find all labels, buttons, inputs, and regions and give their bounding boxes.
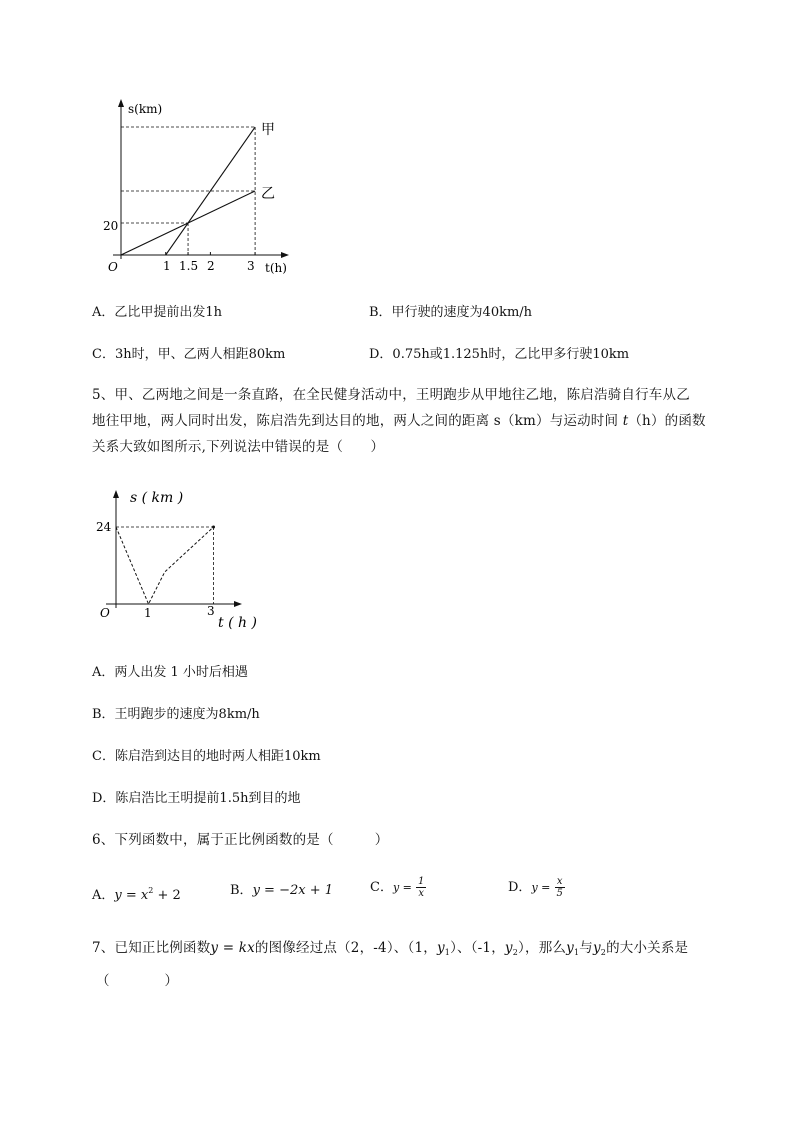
q6-option-a: A．$y = x^2 + 2$ (92, 886, 181, 903)
chart-1-y-axis-label: s(km) (128, 102, 163, 116)
q4-option-c: C．3h时，甲、乙两人相距80km (92, 347, 286, 362)
chart-1-x-axis-label: t(h) (265, 261, 287, 275)
chart-2-y-tick-24: 24 (96, 520, 112, 534)
q6-option-d: D．y = $\frac{x}{5}$ (508, 876, 563, 899)
chart-2-x-axis-label: t ( h ) (218, 615, 257, 631)
chart-1-origin-label: O (108, 260, 118, 274)
chart-1-y-axis-arrow (118, 99, 124, 107)
chart-2-y-axis-arrow (113, 490, 119, 498)
q4-option-b: B．甲行驶的速度为40km/h (369, 305, 533, 320)
q6-stem: 6、下列函数中，属于正比例函数的是（ ） (92, 832, 389, 848)
chart-1-travel-graph (0, 0, 794, 290)
q6-option-b: B．y = −2x + 1 (230, 883, 333, 898)
q6-option-c: C．y = $\frac{1}{x}$ (370, 876, 425, 899)
chart-2-x-tick-1: 1 (144, 606, 152, 620)
q7-stem: 7、已知正比例函数y = kx的图像经过点（2，-4）、（1，$y_1$）、（-1，$y_2$），那么$y_1$与$y_2$的大小关系是 (92, 940, 689, 957)
chart-2-end-point (212, 526, 215, 529)
chart-1-x-tick-1-5: 1.5 (179, 259, 199, 273)
q4-option-a: A．乙比甲提前出发1h (92, 305, 223, 320)
chart-1-x-tick-2: 2 (207, 259, 215, 273)
q5-option-d: D．陈启浩比王明提前1.5h到目的地 (92, 791, 301, 806)
chart-2-y-axis-label: s ( km ) (130, 490, 184, 506)
chart-2-distance-line (116, 527, 214, 604)
chart-1-series-yi-label: 乙 (261, 186, 275, 202)
chart-1-x-tick-3: 3 (247, 259, 255, 273)
q5-stem-line-1: 5、甲、乙两地之间是一条直路，在全民健身活动中，王明跑步从甲地往乙地，陈启浩骑自行车从乙 (92, 387, 690, 403)
q5-option-b: B．王明跑步的速度为8km/h (92, 707, 260, 722)
q5-stem-line-2: 地往甲地，两人同时出发，陈启浩先到达目的地，两人之间的距离 s（km）与运动时间 t（h）的函数 (92, 413, 706, 429)
chart-1-x-axis-arrow (281, 252, 289, 258)
q7-answer-blank: （ ） (96, 973, 179, 989)
chart-2-origin-label: O (100, 606, 110, 620)
chart-2-x-tick-3: 3 (207, 604, 215, 618)
chart-1-series-jia-label: 甲 (261, 122, 275, 138)
q5-stem-line-3: 关系大致如图所示,下列说法中错误的是（ ） (92, 439, 385, 455)
q4-option-d: D．0.75h或1.125h时，乙比甲多行驶10km (369, 347, 630, 362)
q5-option-c: C．陈启浩到达目的地时两人相距10km (92, 749, 321, 764)
q5-option-a: A．两人出发 1 小时后相遇 (92, 665, 248, 680)
chart-2-x-axis-arrow (234, 601, 242, 607)
chart-2-distance-graph (0, 480, 794, 640)
chart-1-y-tick-20: 20 (103, 219, 119, 233)
chart-2-plot (106, 490, 242, 608)
chart-1-x-tick-1: 1 (163, 259, 171, 273)
